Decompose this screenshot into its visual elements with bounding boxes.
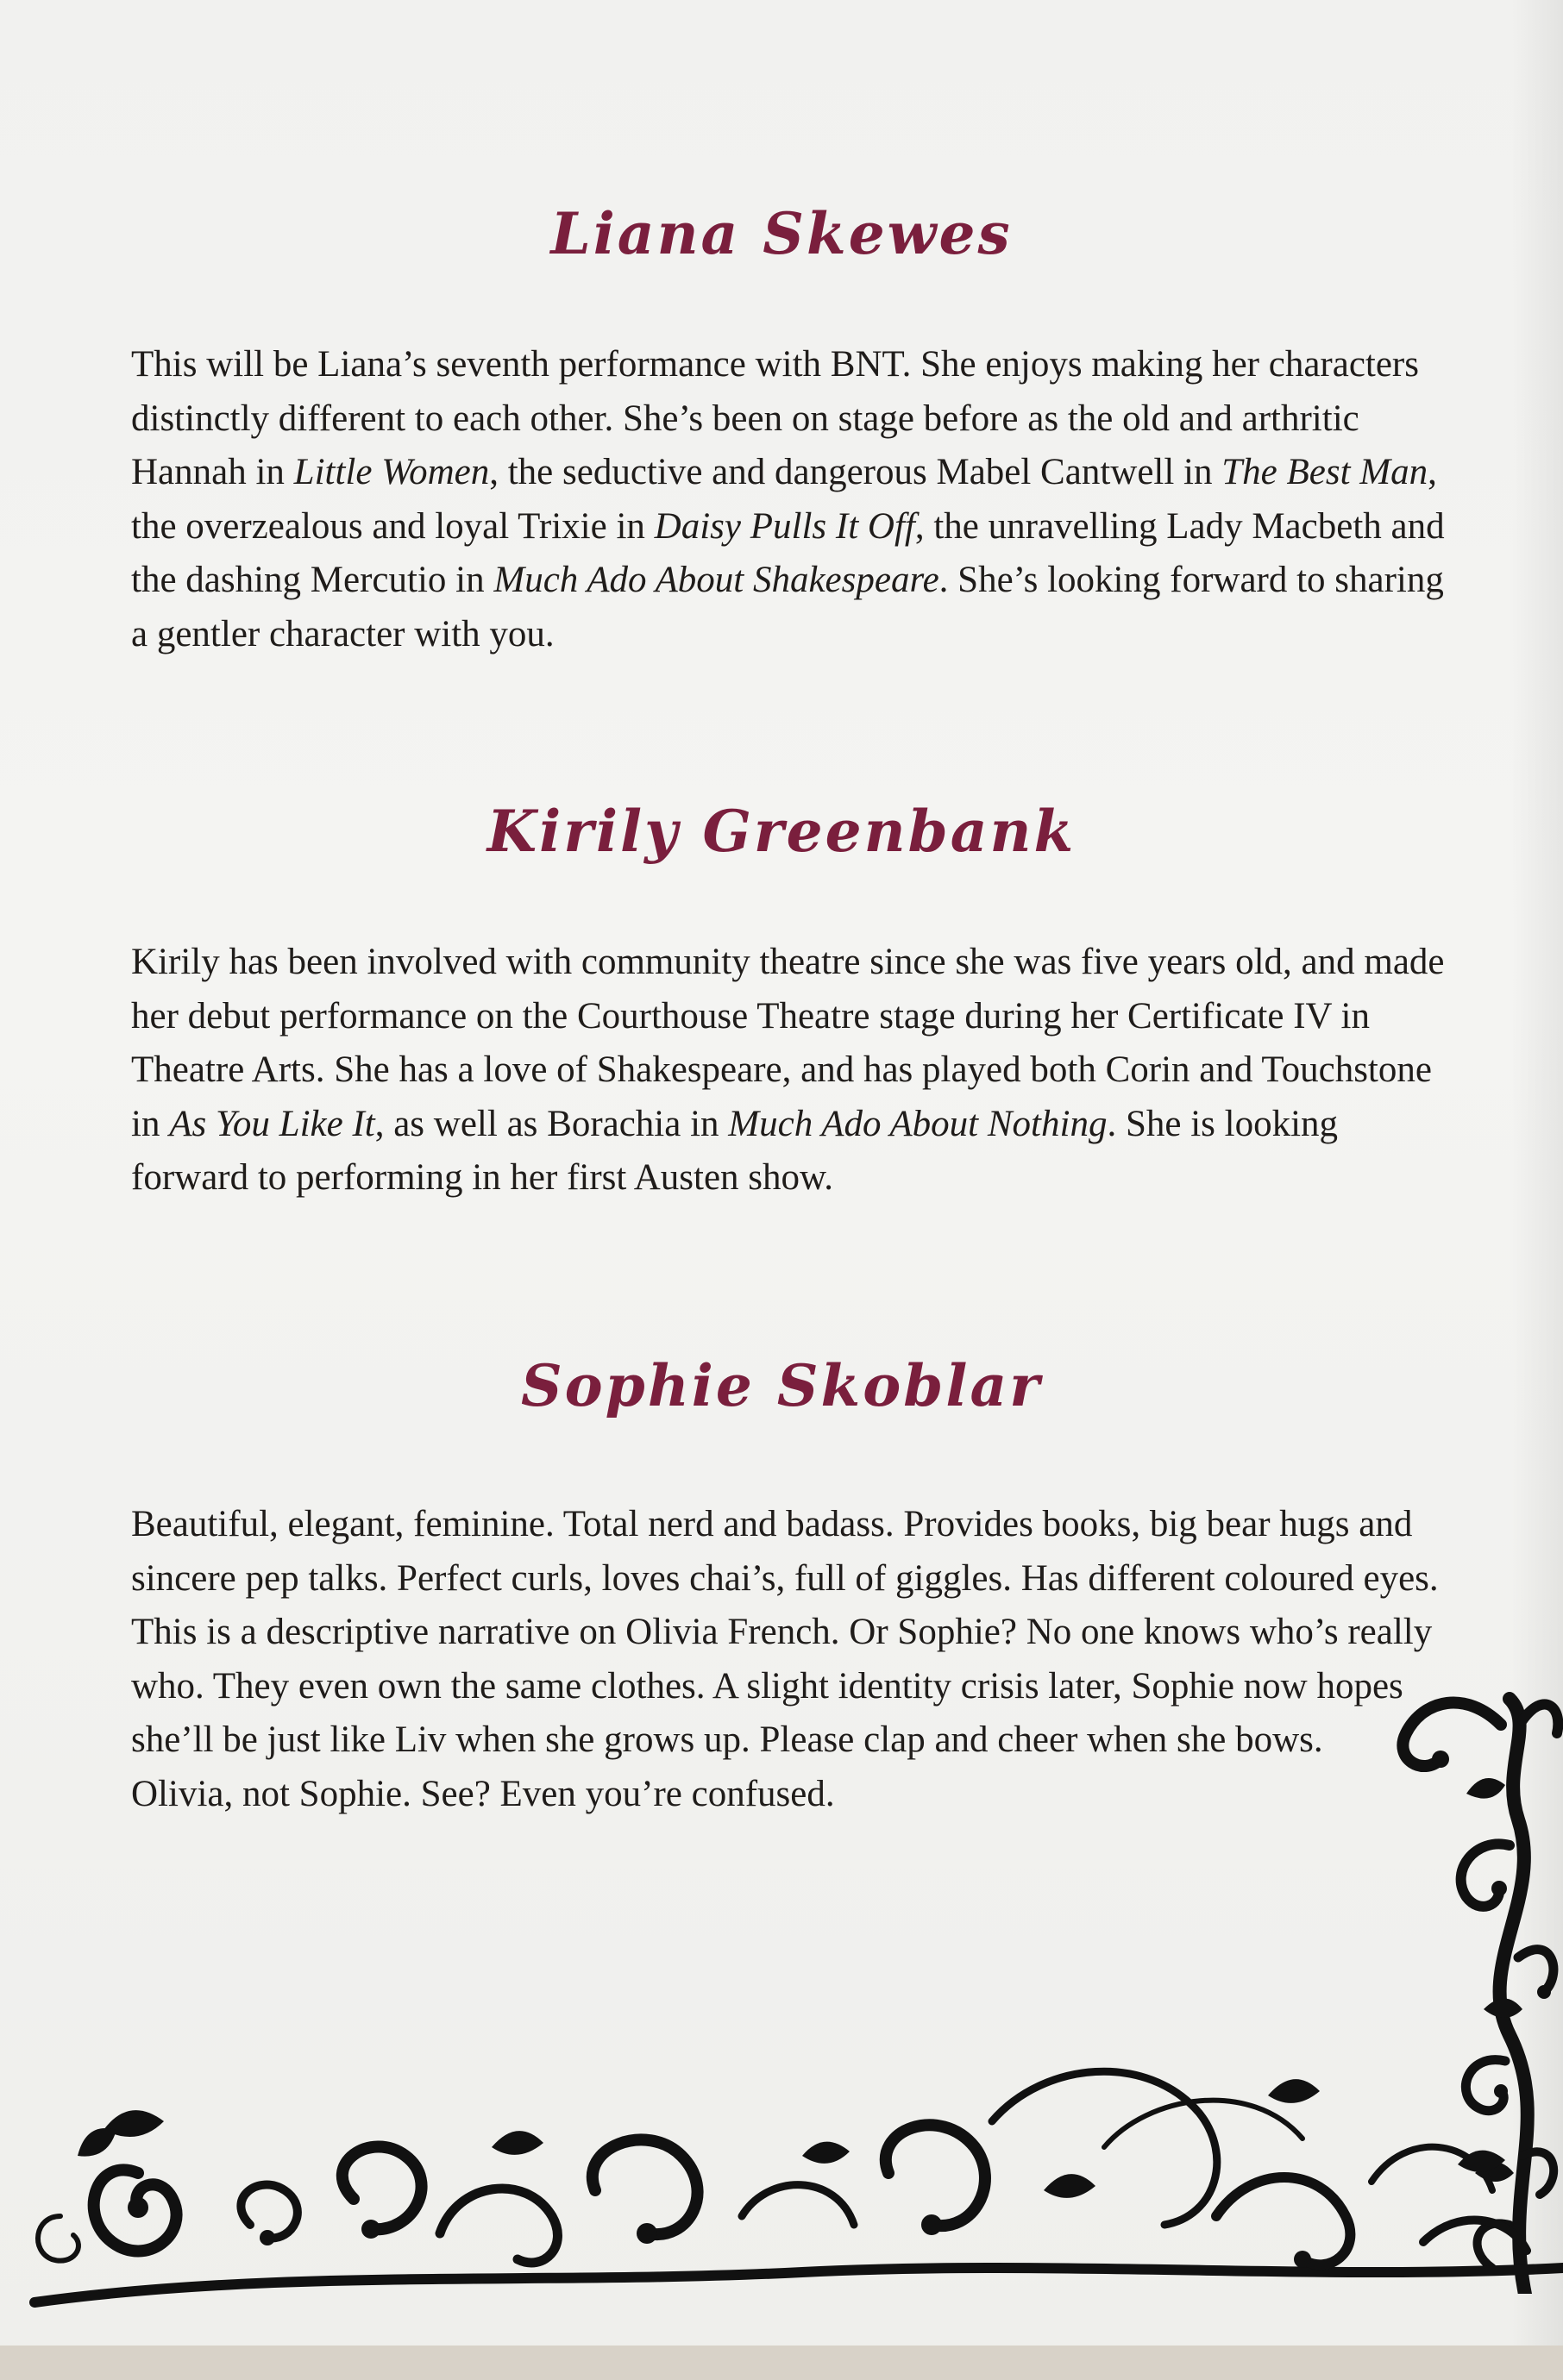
bio-name-kirily: Kirily Greenbank: [486, 798, 1077, 865]
bio-title-italic: Much Ado About Shakespeare: [493, 560, 939, 600]
bio-text-kirily: [131, 936, 1459, 1206]
bio-text-sophie: [131, 1498, 1459, 1821]
bio-text-run: , the unravelling Lady Macbeth and the dashing Mercutio in: [131, 505, 1445, 600]
bio-text-liana: [131, 338, 1459, 661]
bio-name-sophie: Sophie Skoblar: [520, 1352, 1043, 1419]
page-edge-shadow: [1511, 0, 1563, 2363]
bio-text-run: Olivia, not Sophie. See? Even you’re confused.: [131, 1773, 835, 1814]
bio-title-italic: Daisy Pulls It Off: [654, 505, 915, 547]
bio-text-run: , the seductive and dangerous Mabel Cantwell in: [489, 452, 1222, 492]
bottom-border-flourish-ornament: [26, 2044, 1563, 2320]
bio-name-liana: Liana Skewes: [550, 200, 1013, 267]
table-surface: [0, 2346, 1563, 2380]
bio-text-run: . She’s looking forward to sharing a gentler character with you.: [131, 560, 1444, 654]
bio-text-run: Kirily has been involved with community theatre since she was five years old, and made her debut performance on the Courthouse Theatre stage during her Certificate IV in Theatre Arts. She has a love of Shakespeare, and has played both Corin and Touchstone in: [131, 942, 1445, 1144]
bio-text-run: , the overzealous and loyal Trixie in: [131, 452, 1437, 547]
bio-title-italic: Much Ado About Nothing: [728, 1103, 1108, 1144]
bio-title-italic: As You Like It: [169, 1103, 375, 1144]
bio-title-italic: Little Women: [293, 452, 490, 492]
bio-text-run: This will be Liana’s seventh performance with BNT. She enjoys making her characters distinctly different to each other. She’s been on stage before as the old and arthritic Hannah in: [131, 344, 1419, 492]
bio-text-run: , as well as Borachia in: [374, 1103, 729, 1144]
bio-text-run: Beautiful, elegant, feminine. Total nerd and badass. Provides books, big bear hugs and sincere pep talks. Perfect curls, loves chai’s, full of giggles. Has different coloured eyes. This is a descriptive narrative on Olivia French. Or Sophie? No one knows who’s really who. They even own the same clothes. A slight identity crisis later, Sophie now hopes she’ll be just like Liv when she grows up. Please clap and cheer when she bows.: [131, 1504, 1439, 1760]
bio-title-italic: The Best Man: [1221, 452, 1428, 492]
bio-text-run: . She is looking forward to performing in her first Austen show.: [131, 1103, 1339, 1198]
